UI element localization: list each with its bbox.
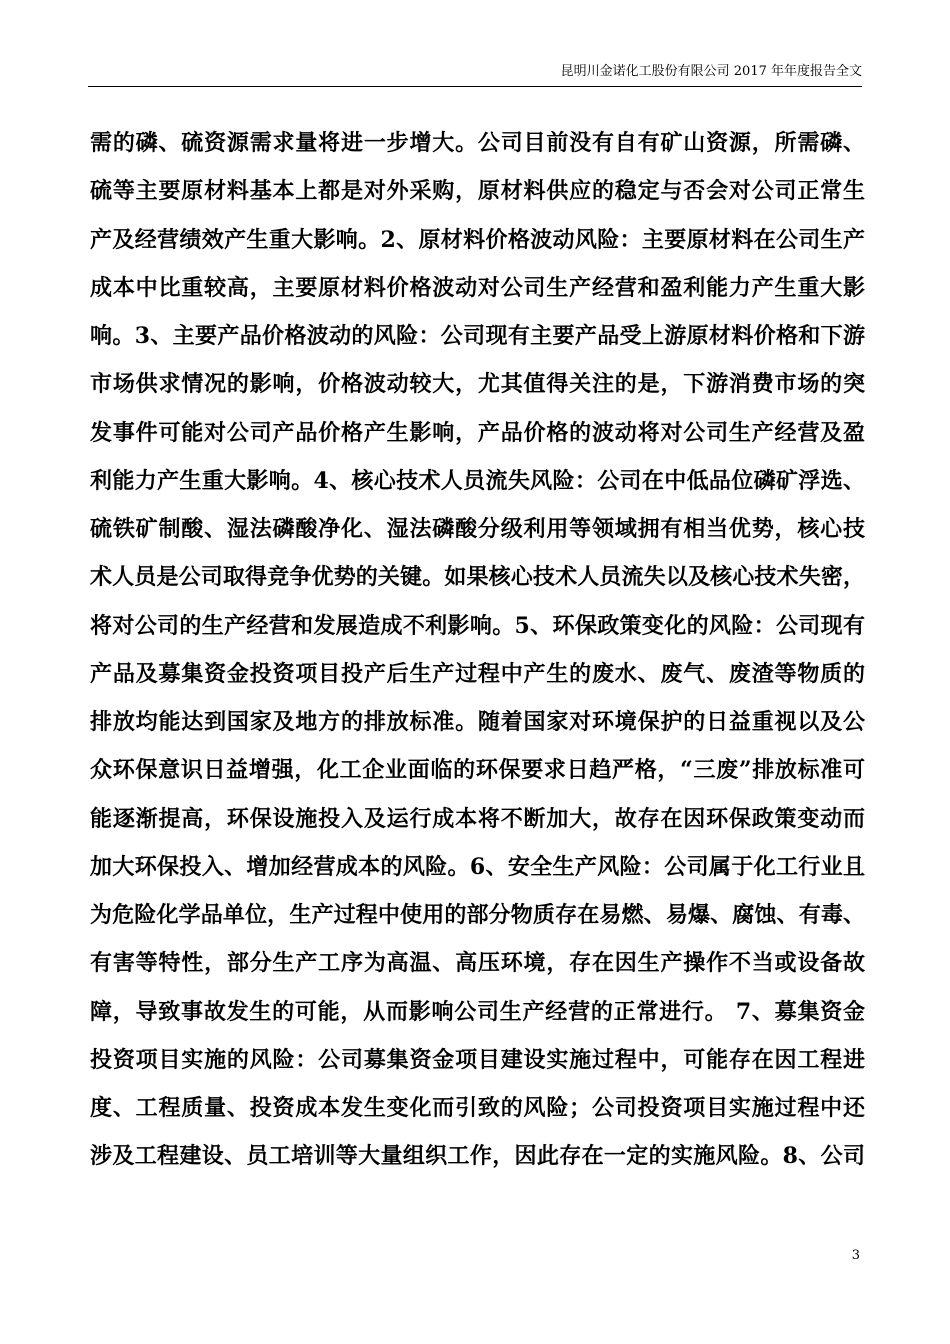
text-line: 成本中比重较高，主要原材料价格波动对公司生产经营和盈利能力产生重大影 — [90, 274, 865, 301]
text-line: 术人员是公司取得竞争优势的关键。如果核心技术人员流失以及核心技术失密， — [90, 564, 865, 591]
page-header — [88, 62, 862, 87]
text-line: 产品及募集资金投资项目投产后生产过程中产生的废水、废气、废渣等物质的 — [90, 660, 865, 687]
text-line: 利能力产生重大影响。4、核心技术人员流失风险：公司在中低品位磷矿浮选、 — [90, 467, 865, 494]
page-number: 3 — [851, 1248, 860, 1263]
text-line: 涉及工程建设、员工培训等大量组织工作，因此存在一定的实施风险。8、公司 — [90, 1143, 865, 1170]
text-line: 硫铁矿制酸、湿法磷酸净化、湿法磷酸分级利用等领域拥有相当优势，核心技 — [90, 516, 865, 542]
text-line: 能逐渐提高，环保设施投入及运行成本将不断加大，故存在因环保政策变动而 — [90, 805, 865, 832]
text-line: 将对公司的生产经营和发展造成不利影响。5、环保政策变化的风险：公司现有 — [90, 612, 865, 639]
header-title: 昆明川金诺化工股份有限公司 2017 年年度报告全文 — [560, 64, 862, 79]
text-line: 众环保意识日益增强，化工企业面临的环保要求日趋严格，“三废”排放标准可 — [90, 757, 865, 784]
text-line: 响。3、主要产品价格波动的风险：公司现有主要产品受上游原材料价格和下游 — [90, 323, 865, 349]
text-line: 市场供求情况的影响，价格波动较大，尤其值得关注的是，下游消费市场的突 — [90, 371, 865, 398]
text-line: 投资项目实施的风险：公司募集资金项目建设实施过程中，可能存在因工程进 — [90, 1046, 865, 1073]
text-line: 产及经营绩效产生重大影响。2、原材料价格波动风险：主要原材料在公司生产 — [90, 226, 865, 253]
text-line: 加大环保投入、增加经营成本的风险。6、安全生产风险：公司属于化工行业且 — [90, 853, 865, 880]
text-line: 发事件可能对公司产品价格产生影响，产品价格的波动将对公司生产经营及盈 — [90, 419, 865, 446]
text-line: 需的磷、硫资源需求量将进一步增大。公司目前没有自有矿山资源，所需磷、 — [90, 130, 865, 156]
text-line: 障，导致事故发生的可能，从而影响公司生产经营的正常进行。 7、募集资金 — [90, 998, 865, 1025]
text-line: 为危险化学品单位，生产过程中使用的部分物质存在易燃、易爆、腐蚀、有毒、 — [90, 902, 865, 928]
text-line: 排放均能达到国家及地方的排放标准。随着国家对环境保护的日益重视以及公 — [90, 709, 865, 735]
text-line: 硫等主要原材料基本上都是对外采购，原材料供应的稳定与否会对公司正常生 — [90, 178, 865, 205]
text-line: 有害等特性，部分生产工序为高温、高压环境，存在因生产操作不当或设备故 — [90, 950, 865, 977]
text-line: 度、工程质量、投资成本发生变化而引致的风险；公司投资项目实施过程中还 — [90, 1095, 865, 1121]
body-text — [90, 124, 865, 1186]
